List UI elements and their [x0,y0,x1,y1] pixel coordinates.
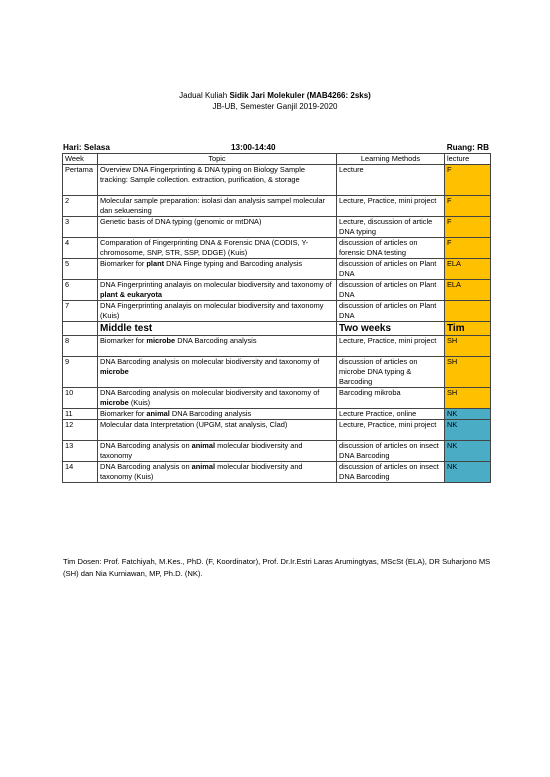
day-label: Hari: Selasa [63,143,110,152]
method-cell: discussion of articles on Plant DNA [337,301,445,322]
topic-cell: Overview DNA Fingerprinting & DNA typing on Biology Sample tracking: Sample collection. extraction, purification, & storage [98,165,337,196]
middle-test-label: Middle test [98,322,337,336]
lecturer-cell: NK [445,462,491,483]
week-cell: 12 [63,420,98,441]
week-cell: Pertama [63,165,98,196]
method-cell: discussion of articles on insect DNA Barcoding [337,462,445,483]
topic-cell: Molecular sample preparation: isolasi dan analysis sampel molecular dan sekuensing [98,196,337,217]
topic-bold-text: microbe [100,367,129,376]
table-row [63,196,491,217]
lecturer-cell: F [445,238,491,259]
week-cell: 3 [63,217,98,238]
topic-text: DNA Barcoding analysis [175,336,257,345]
topic-bold-text: animal [191,462,216,471]
topic-text: DNA Barcoding analysis on molecular biodiversity and taxonomy of [100,357,320,366]
lecturer-cell [445,301,491,322]
time-label: 13:00-14:40 [231,143,276,152]
method-cell: Lecture, Practice, mini project [337,196,445,217]
topic-text: DNA Finge typing and Barcoding analysis [164,259,303,268]
topic-text: Biomarker for [100,409,147,418]
document-title [0,91,550,100]
topic-bold-text: animal [191,441,216,450]
lecturer-cell: NK [445,420,491,441]
lecturer-cell: F [445,217,491,238]
topic-bold-text: microbe [146,336,176,345]
middle-test-duration: Two weeks [337,322,445,336]
topic-text: DNA Barcoding analysis [169,409,252,418]
topic-cell: Comparation of Fingerprinting DNA & Forensic DNA (CODIS, Y-chromosome, SNP, STR, SSP, DDGE) (Kuis) [98,238,337,259]
table-row [63,388,491,409]
topic-text: DNA Fingerprinting analayis on molecular biodiversity and taxonomy of [100,280,332,289]
week-cell: 13 [63,441,98,462]
week-cell: 7 [63,301,98,322]
topic-text: molecular biodiversity and taxonomy [100,441,303,460]
method-cell: discussion of articles on insect DNA Barcoding [337,441,445,462]
table-row [63,441,491,462]
table-row [63,301,491,322]
topic-text: (Kuis) [128,398,151,407]
column-header-methods: Learning Methods [337,154,445,165]
topic-text: DNA Barcoding analysis on [100,441,192,450]
lecturer-cell: F [445,196,491,217]
topic-text: DNA Barcoding analysis on molecular biodiversity and taxonomy of [100,388,320,397]
table-row [63,280,491,301]
table-row [63,357,491,388]
week-cell: 5 [63,259,98,280]
lecturer-cell: F [445,165,491,196]
topic-bold-text: animal [146,409,170,418]
room-label: Ruang: RB [446,143,489,152]
method-cell: Lecture, Practice, mini project [337,336,445,357]
topic-cell: Genetic basis of DNA typing (genomic or mtDNA) [98,217,337,238]
lecturer-cell: Tim [445,322,491,336]
topic-cell [98,462,337,483]
middle-test-row [63,322,491,336]
topic-cell [98,441,337,462]
lecturer-cell: SH [445,388,491,409]
topic-cell [98,280,337,301]
lecturer-cell: NK [445,441,491,462]
table-header-row [63,154,491,165]
week-cell [63,322,98,336]
course-name: Sidik Jari Molekuler (MAB4266: 2sks) [229,91,371,100]
method-cell: Lecture, Practice, mini project [337,420,445,441]
table-row [63,217,491,238]
table-row [63,409,491,420]
table-row [63,420,491,441]
method-cell: Lecture [337,165,445,196]
method-cell: Barcoding mikroba [337,388,445,409]
topic-bold-text: plant & eukaryota [100,290,163,299]
topic-text: Biomarker for [100,336,147,345]
week-cell: 11 [63,409,98,420]
table-row [63,336,491,357]
week-cell: 14 [63,462,98,483]
method-cell: Lecture Practice, online [337,409,445,420]
lecturer-cell: NK [445,409,491,420]
table-row [63,462,491,483]
lecturer-cell: ELA [445,280,491,301]
table-row [63,259,491,280]
topic-cell: DNA Fingerprinting analayis on molecular biodiversity and taxonomy (Kuis) [98,301,337,322]
lecturer-cell: SH [445,357,491,388]
topic-cell [98,409,337,420]
lecturer-cell: SH [445,336,491,357]
week-cell: 4 [63,238,98,259]
method-cell: Lecture, discussion of article DNA typing [337,217,445,238]
topic-cell [98,388,337,409]
topic-text: molecular biodiversity and taxonomy (Kuis) [100,462,303,481]
title-prefix: Jadual Kuliah [179,91,230,100]
week-cell: 10 [63,388,98,409]
topic-cell [98,357,337,388]
topic-bold-text: plant [146,259,165,268]
topic-cell [98,336,337,357]
method-cell: discussion of articles on Plant DNA [337,280,445,301]
column-header-week: Week [63,154,98,165]
column-header-topic: Topic [98,154,337,165]
lecturer-cell: ELA [445,259,491,280]
topic-text: DNA Barcoding analysis on [100,462,192,471]
topic-cell [98,259,337,280]
week-cell: 9 [63,357,98,388]
lecturer-team-note: Tim Dosen: Prof. Fatchiyah, M.Kes., PhD. (F, Koordinator), Prof. Dr.Ir.Estri Laras Arumingtyas, MScSt (ELA), DR Suharjono MS (SH) dan Nia Kurniawan, MP, Ph.D. (NK). [63,557,491,578]
method-cell: discussion of articles on microbe DNA typing & Barcoding [337,357,445,388]
schedule-table [62,153,491,483]
method-cell: discussion of articles on forensic DNA testing [337,238,445,259]
week-cell: 8 [63,336,98,357]
week-cell: 2 [63,196,98,217]
topic-text: Biomarker for [100,259,147,268]
document-subtitle: JB-UB, Semester Ganjil 2019-2020 [212,102,338,111]
week-cell: 6 [63,280,98,301]
topic-bold-text: microbe [100,398,129,407]
table-row [63,165,491,196]
method-cell: discussion of articles on Plant DNA [337,259,445,280]
column-header-lecture: lecture [445,154,491,165]
topic-cell: Molecular data Interpretation (UPGM, stat analysis, Clad) [98,420,337,441]
table-row [63,238,491,259]
